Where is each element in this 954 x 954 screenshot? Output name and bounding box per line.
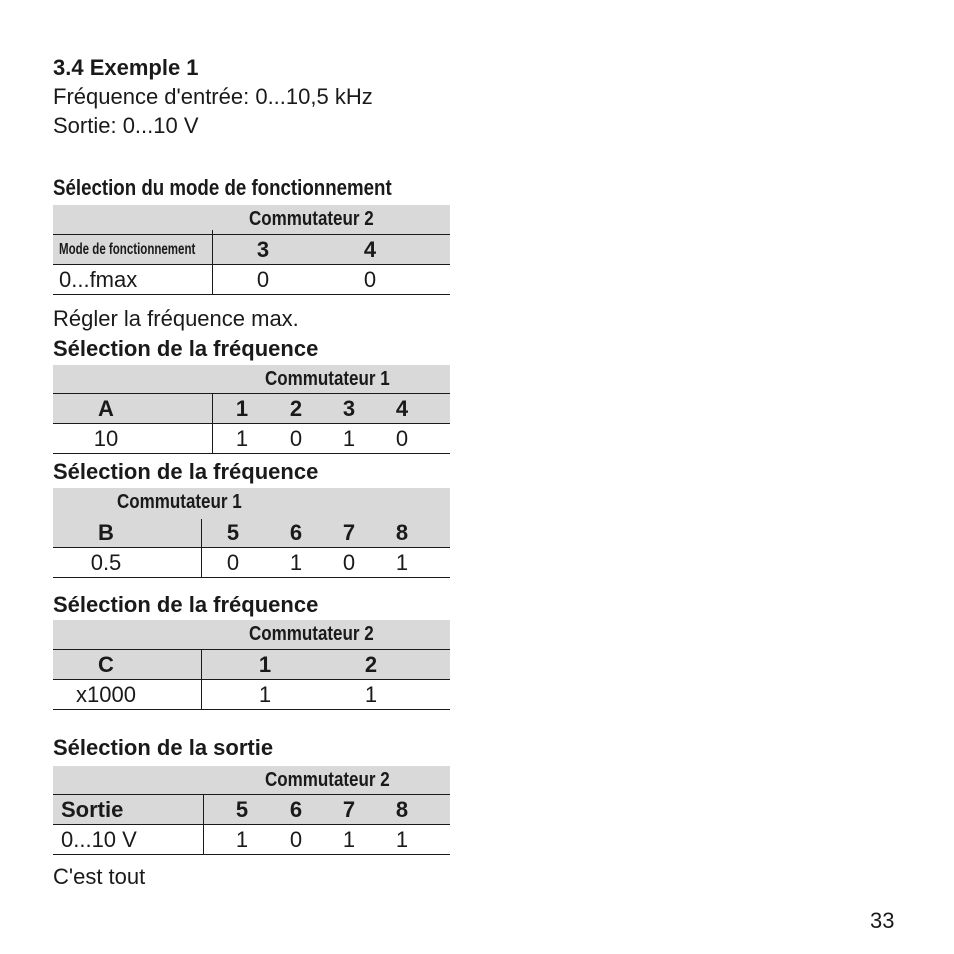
freq-b-row-header: B <box>98 520 114 545</box>
freq-b-col-7: 7 <box>342 520 356 545</box>
output-value-6: 0 <box>289 827 303 852</box>
freq-b-value-6: 1 <box>289 550 303 575</box>
freq-b-value-7: 0 <box>342 550 356 575</box>
freq-b-value-8: 1 <box>395 550 409 575</box>
freq-c-table <box>53 620 450 710</box>
output-row-header: Sortie <box>61 797 124 822</box>
freq-a-value-1: 1 <box>235 426 249 451</box>
output-col-8: 8 <box>395 797 409 822</box>
freq-b-title: Sélection de la fréquence <box>53 459 319 484</box>
freq-a-value-2: 0 <box>289 426 303 451</box>
freq-c-value-2: 1 <box>364 682 378 707</box>
freq-b-value-5: 0 <box>226 550 240 575</box>
freq-a-switch-label: Commutateur 1 <box>265 368 390 390</box>
freq-a-value-4: 0 <box>395 426 409 451</box>
freq-c-row-label: x1000 <box>76 682 136 707</box>
freq-a-col-4: 4 <box>395 396 409 421</box>
output-value-5: 1 <box>235 827 249 852</box>
output-col-5: 5 <box>235 797 249 822</box>
freq-b-col-5: 5 <box>226 520 240 545</box>
output-table <box>53 766 450 855</box>
freq-b-switch-label: Commutateur 1 <box>117 491 242 513</box>
input-frequency-line: Fréquence d'entrée: 0...10,5 kHz <box>53 84 373 109</box>
mode-value-4: 0 <box>363 267 377 292</box>
freq-a-title: Sélection de la fréquence <box>53 336 319 361</box>
freq-c-value-1: 1 <box>258 682 272 707</box>
mode-table <box>53 205 450 295</box>
page-number: 33 <box>870 908 895 933</box>
freq-c-col-2: 2 <box>364 652 378 677</box>
freq-a-table <box>53 365 450 454</box>
freq-b-col-8: 8 <box>395 520 409 545</box>
output-row-label: 0...10 V <box>61 827 137 852</box>
mode-switch-label: Commutateur 2 <box>249 208 374 230</box>
output-col-6: 6 <box>289 797 303 822</box>
output-switch-label: Commutateur 2 <box>265 769 390 791</box>
output-section-title: Sélection de la sortie <box>53 735 274 760</box>
freq-a-row-header: A <box>98 396 114 421</box>
freq-c-switch-label: Commutateur 2 <box>249 623 374 645</box>
freq-c-col-1: 1 <box>258 652 272 677</box>
freq-a-value-3: 1 <box>342 426 356 451</box>
mode-row-label: 0...fmax <box>59 267 138 292</box>
freq-b-row-label: 0.5 <box>90 550 122 575</box>
output-value-8: 1 <box>395 827 409 852</box>
mode-col-4: 4 <box>363 237 377 262</box>
freq-c-row-header: C <box>98 652 114 677</box>
freq-a-col-3: 3 <box>342 396 356 421</box>
freq-a-row-label: 10 <box>93 426 119 451</box>
freq-b-col-6: 6 <box>289 520 303 545</box>
mode-col-3: 3 <box>256 237 270 262</box>
mode-value-3: 0 <box>256 267 270 292</box>
freq-a-col-2: 2 <box>289 396 303 421</box>
section-heading: 3.4 Exemple 1 <box>53 55 199 80</box>
output-range-line: Sortie: 0...10 V <box>53 113 199 138</box>
freq-c-title: Sélection de la fréquence <box>53 592 319 617</box>
closing-text: C'est tout <box>53 864 146 889</box>
note-text: Régler la fréquence max. <box>53 306 299 331</box>
output-value-7: 1 <box>342 827 356 852</box>
freq-a-col-1: 1 <box>235 396 249 421</box>
freq-b-table <box>53 488 450 578</box>
output-col-7: 7 <box>342 797 356 822</box>
mode-section-title: Sélection du mode de fonctionnement <box>53 175 392 200</box>
mode-row-header: Mode de fonctionnement <box>59 241 196 258</box>
